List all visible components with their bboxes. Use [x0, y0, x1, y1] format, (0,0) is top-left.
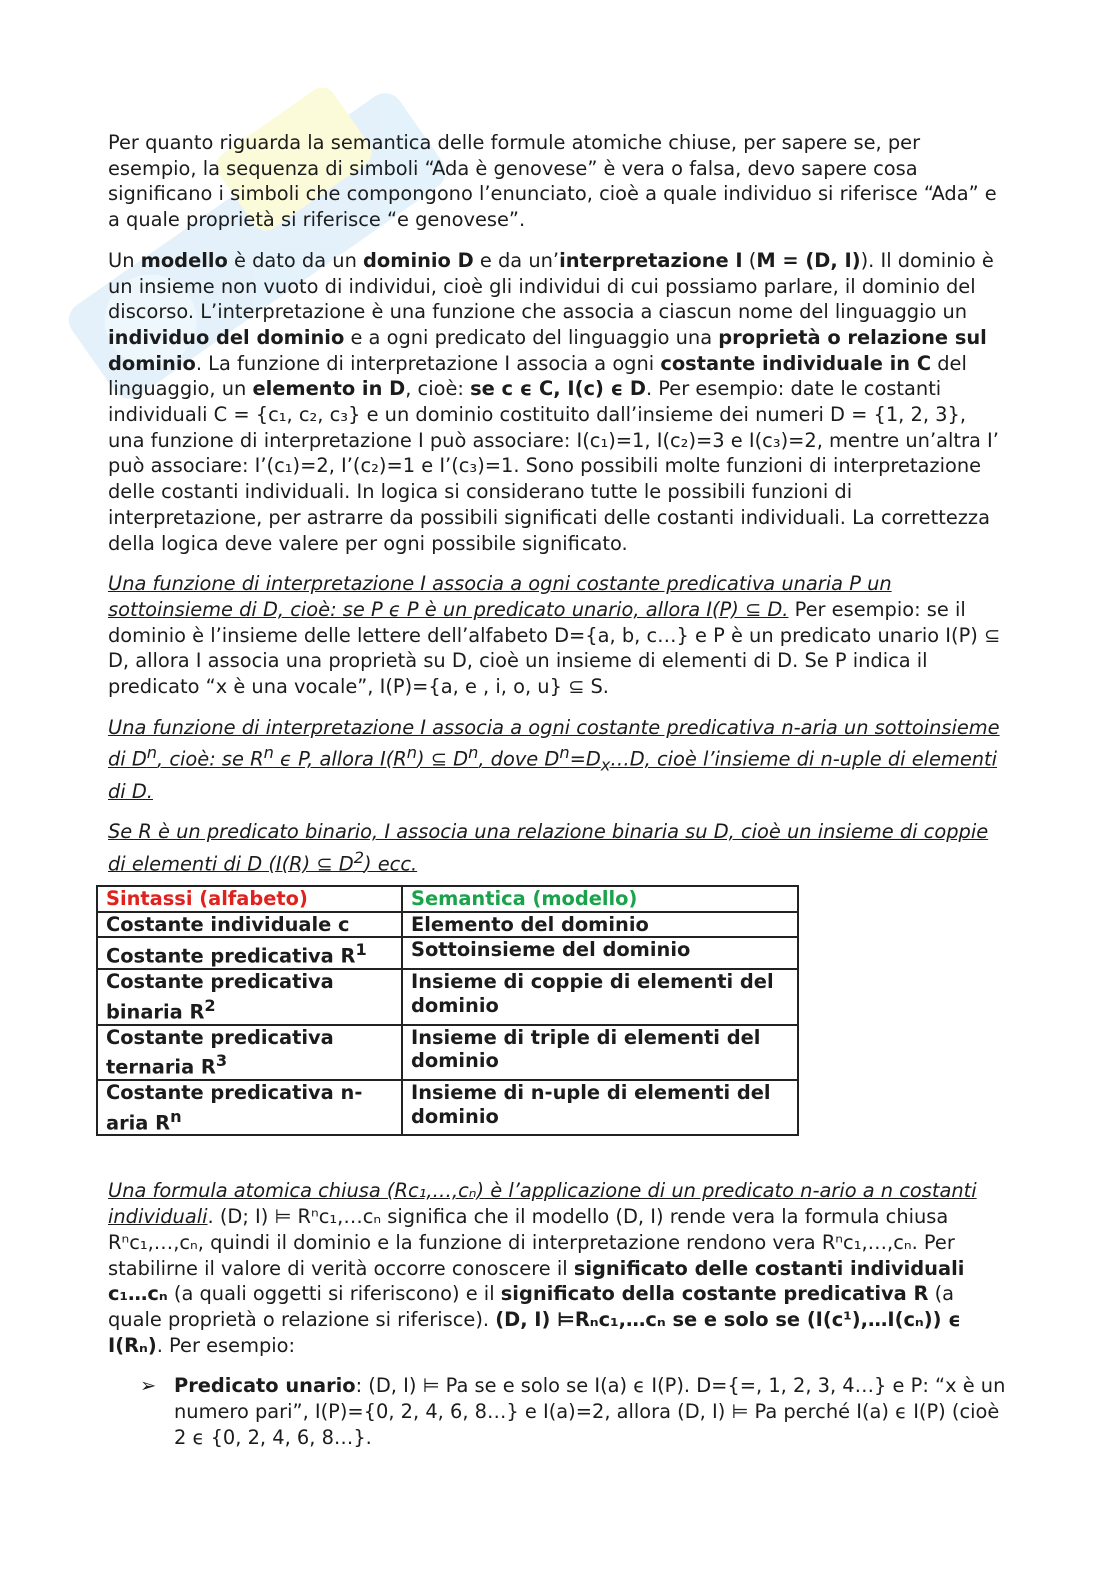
- table-row: Costante predicativa $R^1$ Sottoinsieme del dominio: [97, 937, 798, 969]
- list-item: ➢ Predicato unario: (D, I) ⊨ Pa se e solo se I(a) ϵ I(P). D={=, 1, 2, 3, 4…} e P: “x è un numero pari”, I(P)={0, 2, 4, 6, 8…} e I(a)=2, allora (D, I) ⊨ Pa perché I(a) ϵ I(P) (cioè 2 ϵ {0, 2, 4, 6, 8…}.: [140, 1374, 1006, 1449]
- paragraph-model-definition: Un modello è dato da un dominio D e da un’interpretazione I (M = (D, I)). Il dominio è un insieme non vuoto di individui, cioè gli individui di cui possiamo parlare, il dominio del discorso. L’interpretazione è una funzione che associa a ciascun nome del linguaggio un individuo del dominio e a ogni predicato del linguaggio una proprietà o relazione sul dominio. La funzione di interpretazione I associa a ogni costante individuale in C del linguaggio, un elemento in D, cioè: se c ϵ C, I(c) ϵ D. Per esempio: date le costanti individuali C = {c₁, c₂, c₃} e un dominio costituito dall’insieme dei numeri D = {1, 2, 3}, una funzione di interpretazione I può associare: I(c₁)=1, I(c₂)=3 e I(c₃)=2, mentre un’altra I’ può associare: I’(c₁)=2, I’(c₂)=1 e I’(c₃)=1. Sono possibili molte funzioni di interpretazione delle costanti individuali. In logica si considerano tutte le possibili funzioni di interpretazione, per astrarre da possibili significati delle costanti individuali. La correttezza della logica deve valere per ogni possibile significato.: [108, 248, 999, 555]
- examples-list: [108, 1373, 1008, 1450]
- paragraph-n-ary-predicate: Una funzione di interpretazione I associa a ogni costante predicativa n-aria un sottoinsieme di $D^n$, cioè: se $R^n$ ϵ P, allora $I(R^n)$ ⊆ $D^n$, dove $D^n=D_x\dots D$, cioè l’insieme di n-uple di elementi di D.: [108, 715, 1000, 803]
- paragraph-atomic-formula: Una formula atomica chiusa (Rc₁,…,cₙ) è l’applicazione di un predicato n-ario a n costanti individuali. (D; I) ⊨ Rⁿc₁,…cₙ significa che il modello (D, I) rende vera la formula chiusa Rⁿc₁,…,cₙ, quindi il dominio e la funzione di interpretazione rendono vera Rⁿc₁,…,cₙ. Per stabilirne il valore di verità occorre conoscere il significato delle costanti individuali c₁…cₙ (a quali oggetti si riferiscono) e il significato della costante predicativa R (a quale proprietà o relazione si riferisce). (D, I) ⊨Rₙc₁,…cₙ se e solo se (I(c¹),…I(cₙ)) ϵ I(Rₙ). Per esempio:: [108, 1179, 977, 1357]
- paragraph-binary-predicate: Se R è un predicato binario, I associa una relazione binaria su D, cioè un insieme di coppie di elementi di D (I(R) ⊆ $D^2$) ecc.: [108, 820, 989, 876]
- table-row: Costante predicativa ternaria $R^3$ Insieme di triple di elementi del dominio: [97, 1025, 798, 1080]
- document-page: [108, 130, 1008, 1451]
- table-header-semantics: Semantica (modello): [402, 886, 798, 912]
- table-row: Costante predicativa binaria $R^2$ Insieme di coppie di elementi del dominio: [97, 969, 798, 1024]
- table-row: Costante predicativa n-aria $R^n$ Insieme di n-uple di elementi del dominio: [97, 1080, 798, 1135]
- arrow-bullet-icon: ➢: [140, 1374, 157, 1398]
- paragraph-semantics-intro: Per quanto riguarda la semantica delle formule atomiche chiuse, per sapere se, per esempio, la sequenza di simboli “Ada è genovese” è vera o falsa, devo sapere cosa significano i simboli che compongono l’enunciato, cioè a quale individuo si riferisce “Ada” e a quale proprietà si riferisce “e genovese”.: [108, 131, 997, 232]
- table-header-row: [97, 886, 798, 912]
- table-header-syntax: Sintassi (alfabeto): [97, 886, 402, 912]
- syntax-semantics-table: [96, 885, 799, 1136]
- paragraph-unary-predicate: Una funzione di interpretazione I associa a ogni costante predicativa unaria P un sottoinsieme di D, cioè: se P ϵ P è un predicato unario, allora I(P) ⊆ D. Per esempio: se il dominio è l’insieme delle lettere dell’alfabeto D={a, b, c…} e P è un predicato unario I(P) ⊆ D, allora I associa una proprietà su D, cioè un insieme di elementi di D. Se P indica il predicato “x è una vocale”, I(P)={a, e , i, o, u} ⊆ S.: [108, 572, 1001, 699]
- table-row: Costante individuale c Elemento del dominio: [97, 912, 798, 938]
